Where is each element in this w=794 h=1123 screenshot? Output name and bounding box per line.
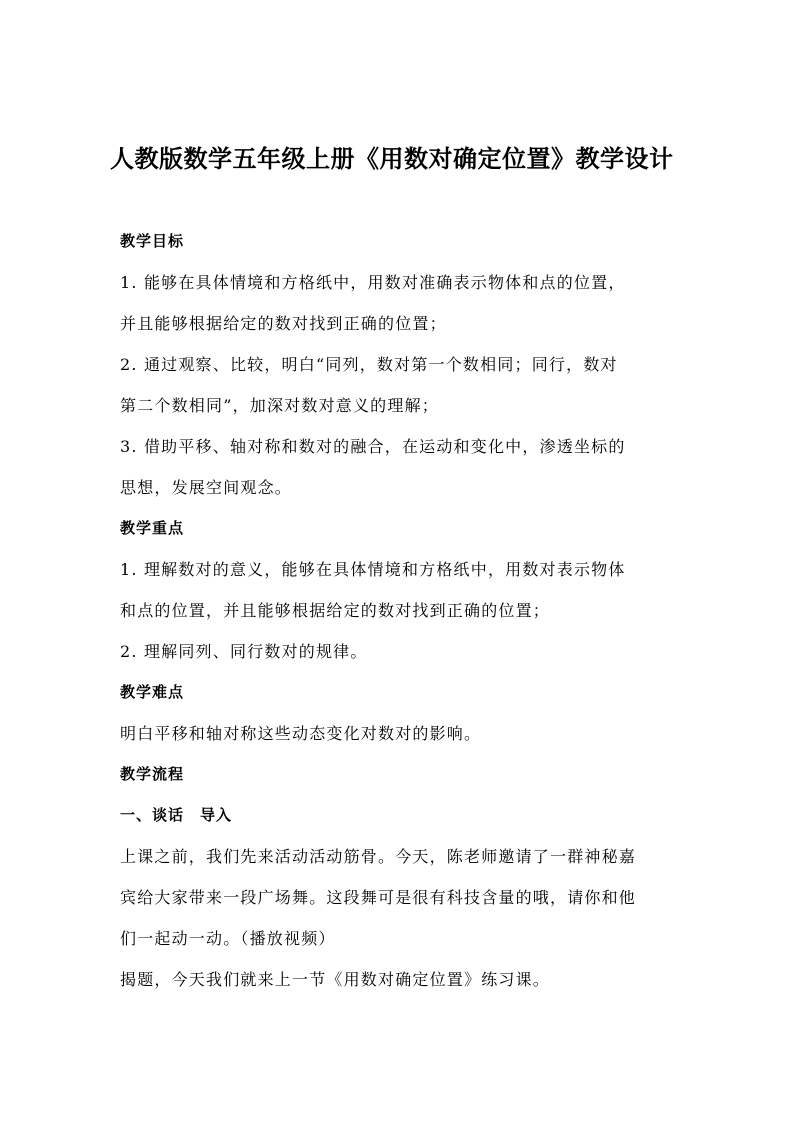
difficulties-line: 明白平移和轴对称这些动态变化对数对的影响。 xyxy=(120,724,482,743)
section-heading-objectives: 教学目标 xyxy=(120,232,185,250)
objectives-line: 2. 通过观察、比较，明白“同列，数对第一个数相同；同行，数对 xyxy=(120,355,618,374)
process-sub-heading: 一、谈话 导入 xyxy=(120,806,233,824)
key-points-line: 1. 理解数对的意义，能够在具体情境和方格纸中，用数对表示物体 xyxy=(120,560,626,579)
process-line: 宾给大家带来一段广场舞。这段舞可是很有科技含量的哦，请你和他 xyxy=(120,888,637,907)
document-title: 人教版数学五年级上册《用数对确定位置》教学设计 xyxy=(110,144,674,173)
document-body xyxy=(120,229,680,1008)
objectives-line: 3. 借助平移、轴对称和数对的融合，在运动和变化中，渗透坐标的 xyxy=(120,437,626,456)
objectives-line: 思想，发展空间观念。 xyxy=(120,478,293,497)
objectives-line: 第二个数相同”，加深对数对意义的理解； xyxy=(120,396,439,415)
objectives-line: 并且能够根据给定的数对找到正确的位置； xyxy=(120,314,447,333)
section-heading-key-points: 教学重点 xyxy=(120,519,185,537)
section-heading-process: 教学流程 xyxy=(120,765,185,783)
process-line: 揭题，今天我们就来上一节《用数对确定位置》练习课。 xyxy=(120,970,551,989)
objectives-line: 1. 能够在具体情境和方格纸中，用数对准确表示物体和点的位置， xyxy=(120,273,626,292)
process-line: 们一起动一动。（播放视频） xyxy=(120,929,336,948)
key-points-line: 2. 理解同列、同行数对的规律。 xyxy=(120,642,368,661)
process-line: 上课之前，我们先来活动活动筋骨。今天，陈老师邀请了一群神秘嘉 xyxy=(120,847,637,866)
key-points-line: 和点的位置，并且能够根据给定的数对找到正确的位置； xyxy=(120,601,551,620)
section-heading-difficulties: 教学难点 xyxy=(120,683,185,701)
